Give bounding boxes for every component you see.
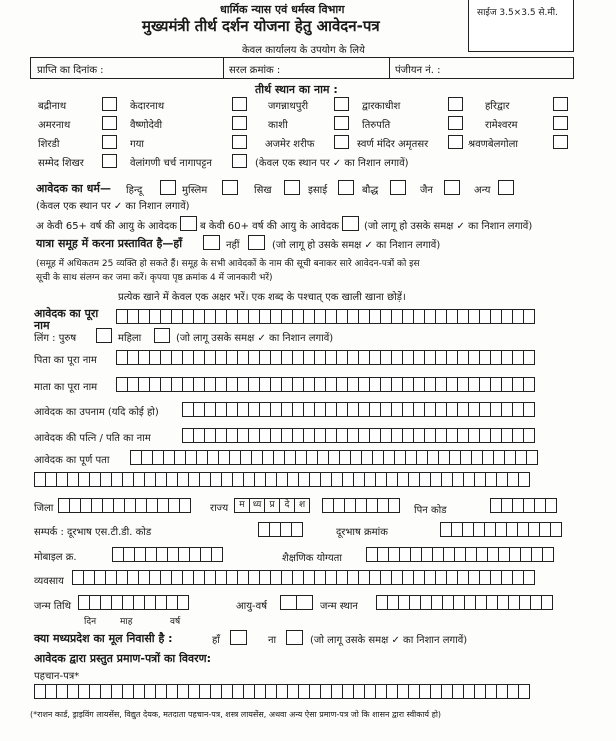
age-years-label: आयु-वर्ष	[236, 601, 267, 612]
photo-box[interactable]	[468, 0, 574, 52]
religion-checkbox[interactable]	[444, 180, 460, 195]
id-proof-cells[interactable]	[34, 684, 529, 699]
place-checkbox[interactable]	[232, 97, 247, 111]
place-checkbox[interactable]	[102, 116, 117, 130]
fill-instruction: प्रत्येक खाने में केवल एक अक्षर भरें। एक शब्द के पश्चात् एक खाली खाना छोड़ें।	[118, 292, 406, 303]
letter-cell[interactable]	[523, 402, 535, 417]
place-label: श्रवणबेलगोला	[468, 139, 518, 150]
letter-cell[interactable]	[388, 498, 400, 513]
office-use-label: केवल कार्यालय के उपयोग के लिये	[242, 45, 365, 56]
religion-option: मुस्लिम	[182, 185, 208, 196]
occupation-label: व्यवसाय	[34, 576, 64, 587]
age-60-label: ब केवी 60+ वर्ष की आयु के आवेदक	[200, 221, 339, 232]
letter-cell[interactable]	[518, 472, 530, 487]
age-years-cells[interactable]	[280, 595, 312, 610]
letter-cell[interactable]	[296, 595, 313, 610]
office-use-row	[30, 57, 574, 79]
dob-cells[interactable]	[78, 595, 188, 610]
group-travel-label: यात्रा समूह में करना प्रस्तावित है—हाँ	[36, 237, 183, 250]
age-65-label: अ केवी 65+ वर्ष की आयु के आवेदक	[36, 221, 177, 232]
state-extra-cells[interactable]	[322, 498, 399, 513]
pilgrimage-note: (केवल एक स्थान पर ✓ का निशान लगावें)	[255, 158, 409, 169]
mp-note: (जो लागू उसके समक्ष ✓ का निशान लगावें)	[310, 635, 468, 646]
place-checkbox[interactable]	[334, 97, 349, 111]
group-note: (जो लागू हो उसके समक्ष ✓ का निशान लगावें)	[272, 240, 441, 251]
dob-label: जन्म तिथि	[34, 601, 72, 612]
registration-number-field[interactable]: पंजीयन नं. :	[395, 65, 441, 76]
age-65-checkbox[interactable]	[180, 216, 197, 231]
place-checkbox[interactable]	[553, 116, 568, 130]
state-letter: प्र	[264, 498, 280, 513]
mp-resident-label: क्या मध्यप्रदेश का मूल निवासी है :	[34, 632, 173, 645]
religion-option: बौद्ध	[362, 185, 379, 196]
gender-female-label: महिला	[118, 333, 142, 344]
place-label: केदारनाथ	[130, 101, 165, 112]
religion-checkbox[interactable]	[498, 180, 514, 195]
age-note: (जो लागू हो उसके समक्ष ✓ का निशान लगावें)	[364, 221, 533, 232]
group-no-checkbox[interactable]	[248, 235, 265, 250]
letter-cell[interactable]	[545, 498, 557, 513]
religion-checkbox[interactable]	[222, 180, 238, 195]
id-proof-footnote: (*राशन कार्ड, ड्राइविंग लायसेंस, विद्युत देयक, मतदाता पहचान-पत्र, शस्त्र लायसेंस, अथवा अन्य ऐसा प्रमाण-पत्र जो कि शासन द्वारा स्वीकार्य हो)	[30, 710, 442, 719]
gender-label: लिंग : पुरुष	[34, 333, 77, 344]
place-checkbox[interactable]	[102, 97, 117, 111]
letter-cell[interactable]	[523, 377, 535, 392]
place-checkbox[interactable]	[232, 135, 247, 149]
address-cells-2[interactable]	[34, 472, 529, 487]
religion-option: इसाई	[308, 185, 328, 196]
letter-cell[interactable]	[211, 547, 223, 562]
letter-cell[interactable]	[291, 522, 303, 537]
letter-cell[interactable]	[523, 570, 535, 585]
group-yes-checkbox[interactable]	[203, 235, 220, 250]
letter-cell[interactable]	[550, 522, 562, 537]
state-letter: ध्य	[249, 498, 265, 513]
religion-checkbox[interactable]	[390, 180, 406, 195]
dob-day-label: दिन	[84, 617, 97, 627]
full-name-cells[interactable]	[116, 309, 534, 324]
birthplace-cells[interactable]	[376, 595, 552, 610]
education-label: शैक्षणिक योग्यता	[282, 553, 342, 564]
full-name-label: आवेदक का पूरा नाम	[34, 307, 99, 332]
religion-option: जैन	[420, 185, 433, 196]
place-label: अजमेर शरीफ	[265, 139, 315, 150]
mobile-label: मोबाइल क्र.	[34, 552, 77, 563]
letter-cell[interactable]	[542, 547, 554, 562]
occupation-cells[interactable]	[72, 570, 534, 585]
father-name-label: पिता का पूरा नाम	[34, 355, 97, 366]
mp-no-label: ना	[268, 635, 277, 646]
place-label: वेलांगणी चर्च नागापट्टन	[130, 158, 212, 169]
place-label: गया	[130, 139, 145, 150]
pin-code-label: पिन कोड	[414, 505, 447, 516]
state-label: राज्य	[210, 503, 229, 514]
surname-cells[interactable]	[182, 402, 534, 417]
religion-checkbox[interactable]	[338, 180, 354, 195]
mobile-cells[interactable]	[112, 547, 222, 562]
place-label: वैष्णोदेवी	[130, 120, 163, 131]
gender-female-checkbox[interactable]	[154, 328, 170, 343]
phone-number-label: दूरभाष क्रमांक	[336, 527, 388, 538]
religion-note: (केवल एक स्थान पर ✓ का निशान लगावें)	[36, 201, 190, 212]
education-cells[interactable]	[366, 547, 553, 562]
state-letter: श	[294, 498, 310, 513]
place-label: रामेश्वरम	[485, 120, 518, 131]
dob-year-label: वर्ष	[170, 617, 181, 627]
religion-checkbox[interactable]	[284, 180, 300, 195]
contact-std-label: सम्पर्क : दूरभाष एस.टी.डी. कोड	[34, 527, 152, 538]
spouse-name-label: आवेदक की पत्नि / पति का नाम	[34, 433, 151, 444]
address-cells-1[interactable]	[130, 450, 537, 465]
group-info-line1: (समूह में अधिकतम 25 व्यक्ति हो सकते हैं। समूह के सभी आवेदकों के नाम की सूची बनाकर सारे आवेदन-पत्रों को इस	[36, 259, 420, 269]
mp-no-checkbox[interactable]	[286, 630, 303, 645]
place-checkbox[interactable]	[334, 135, 349, 149]
father-name-cells[interactable]	[116, 350, 534, 365]
std-code-cells[interactable]	[258, 522, 302, 537]
state-letter: दे	[279, 498, 295, 513]
group-no-label: नहीं	[226, 240, 240, 251]
place-checkbox[interactable]	[553, 135, 568, 149]
place-label: तिरुपति	[362, 120, 391, 131]
religion-option: अन्य	[474, 185, 491, 196]
place-label: सम्मेद शिखर	[38, 158, 84, 169]
district-cells[interactable]	[58, 498, 190, 513]
letter-cell[interactable]	[518, 684, 530, 699]
address-label: आवेदक का पूर्ण पता	[34, 455, 110, 466]
place-label: बद्रीनाथ	[38, 101, 67, 112]
place-checkbox[interactable]	[102, 135, 117, 149]
department-name: धार्मिक न्यास एवं धर्मस्व विभाग	[220, 3, 345, 16]
place-checkbox[interactable]	[232, 154, 247, 168]
religion-option: हिन्दू	[126, 185, 143, 196]
place-label: काशी	[268, 120, 288, 131]
place-checkbox[interactable]	[448, 97, 463, 111]
birthplace-label: जन्म स्थान	[320, 601, 358, 612]
surname-label: आवेदक का उपनाम (यदि कोई हो)	[34, 407, 159, 418]
pin-code-cells[interactable]	[490, 498, 556, 513]
state-letter: म	[234, 498, 250, 513]
place-label: स्वर्ण मंदिर अमृतसर	[357, 139, 429, 150]
receipt-date-field[interactable]: प्राप्ति का दिनांक :	[37, 65, 104, 76]
state-cells	[234, 498, 309, 513]
place-checkbox[interactable]	[102, 154, 117, 168]
letter-cell[interactable]	[179, 498, 191, 513]
religion-label: आवेदक का धर्म—	[36, 182, 111, 195]
phone-number-cells[interactable]	[440, 522, 561, 537]
place-checkbox[interactable]	[448, 116, 463, 130]
place-label: जगन्नाथपुरी	[268, 101, 309, 112]
group-info-line2: सूची के साथ संलग्न कर जमा करें। कृपया पृष्ठ क्रमांक 4 में जानकारी भरें)	[36, 273, 273, 283]
documents-heading: आवेदक द्वारा प्रस्तुत प्रमाण-पत्रों का विवरण:	[34, 652, 211, 665]
id-proof-label: पहचान-पत्र*	[34, 671, 80, 682]
district-label: जिला	[34, 503, 54, 514]
gender-male-checkbox[interactable]	[96, 328, 112, 343]
place-label: अमरनाथ	[38, 120, 71, 131]
letter-cell[interactable]	[541, 595, 553, 610]
letter-cell[interactable]	[523, 428, 535, 443]
age-60-checkbox[interactable]	[342, 216, 359, 231]
place-label: शिरडी	[38, 139, 60, 150]
place-checkbox[interactable]	[232, 116, 247, 130]
letter-cell[interactable]	[523, 309, 535, 324]
form-title: मुख्यमंत्री तीर्थ दर्शन योजना हेतु आवेदन-पत्र	[142, 17, 380, 35]
place-checkbox[interactable]	[334, 116, 349, 130]
place-checkbox[interactable]	[553, 97, 568, 111]
place-checkbox[interactable]	[448, 135, 463, 149]
dob-month-label: माह	[120, 617, 133, 627]
serial-number-field[interactable]: सरल क्रमांक :	[229, 65, 281, 76]
place-label: द्वारकाधीश	[362, 101, 401, 112]
mp-yes-checkbox[interactable]	[230, 630, 247, 645]
spouse-name-cells[interactable]	[182, 428, 534, 443]
pilgrimage-heading: तीर्थ स्थान का नाम :	[255, 83, 338, 96]
religion-option: सिख	[254, 185, 272, 196]
gender-note: (जो लागू उसके समक्ष ✓ का निशान लगावें)	[176, 333, 334, 344]
mother-name-label: माता का पूरा नाम	[34, 382, 98, 393]
letter-cell[interactable]	[526, 450, 538, 465]
mp-yes-label: हाँ	[212, 635, 220, 646]
letter-cell[interactable]	[280, 595, 297, 610]
letter-cell[interactable]	[177, 595, 189, 610]
photo-size-label: साईज 3.5×3.5 से.मी.	[477, 8, 558, 18]
letter-cell[interactable]	[523, 350, 535, 365]
mother-name-cells[interactable]	[116, 377, 534, 392]
place-label: हरिद्वार	[485, 101, 510, 112]
religion-checkbox[interactable]	[160, 180, 176, 195]
